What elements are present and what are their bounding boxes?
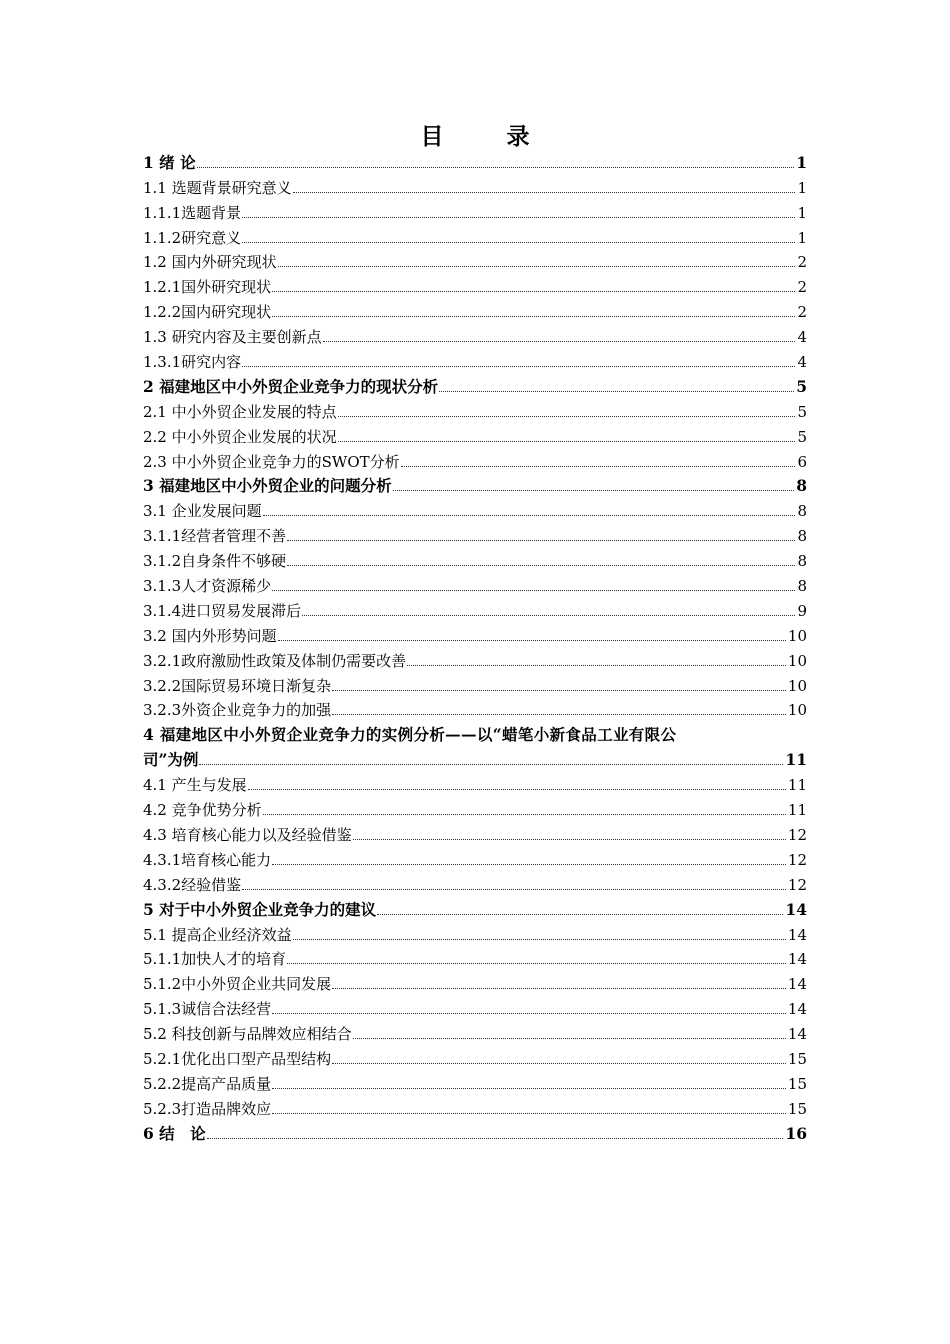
toc-entry[interactable]: [143, 845, 807, 870]
toc-entry-page: 9: [797, 601, 807, 620]
toc-entry[interactable]: [143, 347, 807, 372]
dot-leader: [293, 192, 796, 193]
toc-entry[interactable]: [143, 820, 807, 845]
toc-entry-label: 3.1.4进口贸易发展滞后: [143, 601, 302, 620]
dot-leader: [272, 291, 795, 292]
toc-entry[interactable]: [143, 447, 807, 472]
toc-entry-page: 16: [785, 1123, 807, 1143]
dot-leader: [272, 590, 795, 591]
toc-entry-page: 1: [797, 178, 807, 197]
toc-entry-page: 4: [797, 328, 807, 347]
dot-leader: [207, 1138, 784, 1139]
toc-entry-page: 12: [787, 825, 807, 844]
toc-entry-page: 15: [787, 1099, 807, 1118]
dot-leader: [332, 988, 786, 989]
toc-entry-label: 2.3 中小外贸企业竞争力的SWOT分析: [143, 452, 400, 471]
toc-entry-page: 6: [797, 452, 807, 471]
dot-leader: [323, 341, 796, 342]
toc-entry[interactable]: [143, 770, 807, 795]
dot-leader: [287, 963, 786, 964]
dot-leader: [248, 789, 786, 790]
toc-entry-page: 14: [787, 925, 807, 944]
dot-leader: [242, 217, 795, 218]
toc-entry[interactable]: [143, 397, 807, 422]
dot-leader: [332, 690, 786, 691]
toc-entry-label: 6 结 论: [143, 1123, 206, 1143]
dot-leader: [242, 366, 795, 367]
toc-entry-label: 5.1 提高企业经济效益: [143, 925, 292, 944]
dot-leader: [272, 1013, 786, 1014]
dot-leader: [287, 565, 795, 566]
toc-entry[interactable]: [143, 795, 807, 820]
toc-entry[interactable]: [143, 596, 807, 621]
dot-leader: [353, 1038, 786, 1039]
toc-entry-page: 12: [787, 875, 807, 894]
toc-entry-label: 3.2.1政府激励性政策及体制仍需要改善: [143, 651, 407, 670]
toc-entry-label: 1.3 研究内容及主要创新点: [143, 328, 322, 347]
toc-entry[interactable]: [143, 173, 807, 198]
toc-entry-page: 1: [796, 152, 807, 172]
dot-leader: [407, 665, 786, 666]
toc-entry[interactable]: [143, 1044, 807, 1069]
dot-leader: [199, 764, 783, 765]
dot-leader: [393, 490, 795, 491]
toc-entry-page: 12: [787, 850, 807, 869]
toc-entry-page: 10: [787, 701, 807, 720]
toc-entry[interactable]: [143, 870, 807, 895]
dot-leader: [242, 242, 795, 243]
dot-leader: [263, 515, 796, 516]
toc-entry-label: 4.2 竞争优势分析: [143, 801, 262, 820]
toc-entry-page: 10: [787, 626, 807, 645]
toc-entry-label: 1.1.2研究意义: [143, 228, 242, 247]
toc-entry-page: 8: [797, 527, 807, 546]
toc-entry-label: 1.2 国内外研究现状: [143, 253, 277, 272]
toc-entry[interactable]: [143, 322, 807, 347]
toc-entry-page: 8: [797, 577, 807, 596]
toc-entry-label: 4.3.1培育核心能力: [143, 850, 272, 869]
dot-leader: [272, 1113, 786, 1114]
toc-entry-page: 14: [787, 975, 807, 994]
toc-entry-label: 3.1.1经营者管理不善: [143, 527, 287, 546]
toc-entry-page: 11: [787, 776, 807, 795]
toc-entry-page: 10: [787, 651, 807, 670]
dot-leader: [332, 1063, 786, 1064]
toc-entry-page: 14: [787, 950, 807, 969]
toc-entry-label: 3.1 企业发展问题: [143, 502, 262, 521]
toc-entry-label: 3.1.2自身条件不够硬: [143, 552, 287, 571]
toc-entry[interactable]: [143, 1069, 807, 1094]
dot-leader: [439, 391, 794, 392]
toc-entry-label-continued: 司”为例: [143, 750, 199, 770]
dot-leader: [338, 441, 796, 442]
dot-leader: [263, 814, 786, 815]
toc-entry-label: 2.2 中小外贸企业发展的状况: [143, 427, 337, 446]
toc-entry[interactable]: [143, 223, 807, 248]
toc-entry[interactable]: [143, 372, 807, 397]
toc-entry[interactable]: [143, 696, 807, 721]
toc-entry[interactable]: [143, 621, 807, 646]
toc-entry-label: 1.1 选题背景研究意义: [143, 178, 292, 197]
dot-leader: [278, 640, 786, 641]
toc-entry-page: 5: [797, 402, 807, 421]
toc-entry-page: 8: [797, 552, 807, 571]
toc-entry-page: 11: [785, 750, 807, 770]
dot-leader: [272, 864, 786, 865]
toc-entry[interactable]: [143, 422, 807, 447]
toc-entry-label: 5.1.1加快人才的培育: [143, 950, 287, 969]
dot-leader: [353, 839, 786, 840]
toc-entry[interactable]: [143, 671, 807, 696]
toc-entry-page: 5: [797, 427, 807, 446]
toc-entry-page: 11: [787, 801, 807, 820]
toc-entry-label: 2.1 中小外贸企业发展的特点: [143, 402, 337, 421]
toc-entry[interactable]: [143, 272, 807, 297]
toc-entry-label: 4.1 产生与发展: [143, 776, 247, 795]
toc-entry-page: 1: [797, 203, 807, 222]
toc-entry-page: 14: [787, 1000, 807, 1019]
toc-entry-label: 1.2.2国内研究现状: [143, 303, 272, 322]
dot-leader: [293, 939, 786, 940]
toc-entry[interactable]: [143, 496, 807, 521]
toc-entry[interactable]: [143, 297, 807, 322]
dot-leader: [401, 466, 796, 467]
toc-entry-page: 5: [796, 376, 807, 396]
toc-entry-page: 15: [787, 1074, 807, 1093]
toc-entry-label: 1 绪 论: [143, 152, 196, 172]
dot-leader: [272, 1088, 786, 1089]
toc-entry-label: 3 福建地区中小外贸企业的问题分析: [143, 476, 392, 496]
toc-entry[interactable]: [143, 148, 807, 173]
toc-entry[interactable]: [143, 571, 807, 596]
toc-entry[interactable]: [143, 1019, 807, 1044]
toc-entry[interactable]: [143, 546, 807, 571]
toc-entry-page: 10: [787, 676, 807, 695]
toc-entry[interactable]: [143, 248, 807, 273]
toc-entry-label: 4.3 培育核心能力以及经验借鉴: [143, 825, 352, 844]
toc-entry[interactable]: [143, 1119, 807, 1144]
toc-entry[interactable]: [143, 945, 807, 970]
toc-entry[interactable]: [143, 472, 807, 497]
toc-entry-label: 5.2.2提高产品质量: [143, 1074, 272, 1093]
toc-entry[interactable]: [143, 969, 807, 994]
toc-entry-page: 8: [797, 502, 807, 521]
dot-leader: [278, 266, 796, 267]
toc-entry[interactable]: [143, 1094, 807, 1119]
toc-entry-label: 5.2 科技创新与品牌效应相结合: [143, 1025, 352, 1044]
dot-leader: [338, 416, 796, 417]
toc-entry-page: 4: [797, 353, 807, 372]
toc-entry-label: 5.1.3诚信合法经营: [143, 1000, 272, 1019]
toc-entry-label: 5.2.3打造品牌效应: [143, 1099, 272, 1118]
toc-entry-label: 2 福建地区中小外贸企业竞争力的现状分析: [143, 376, 439, 396]
toc-entry-label: 3.1.3人才资源稀少: [143, 577, 272, 596]
dot-leader: [287, 540, 795, 541]
toc-entry-page: 8: [796, 476, 807, 496]
dot-leader: [377, 914, 783, 915]
toc-entry-label: 5 对于中小外贸企业竞争力的建议: [143, 899, 377, 919]
toc-entry-page: 15: [787, 1049, 807, 1068]
toc-entry[interactable]: [143, 198, 807, 223]
toc-entry-label: 3.2.2国际贸易环境日渐复杂: [143, 676, 332, 695]
toc-entry-label: 5.2.1优化出口型产品型结构: [143, 1049, 332, 1068]
toc-entry-label: 4.3.2经验借鉴: [143, 875, 242, 894]
toc-entry[interactable]: [143, 521, 807, 546]
toc-title: 目 录: [420, 123, 550, 150]
toc-entry-page: 2: [797, 303, 807, 322]
toc-entry-label: 1.1.1选题背景: [143, 203, 242, 222]
toc-entry[interactable]: [143, 895, 807, 920]
toc-entry[interactable]: [143, 994, 807, 1019]
toc-entry[interactable]: [143, 720, 807, 770]
toc-entry-label: 4 福建地区中小外贸企业竞争力的实例分析——以“蜡笔小新食品工业有限公: [143, 725, 677, 745]
dot-leader: [302, 615, 795, 616]
table-of-contents: [143, 148, 807, 1144]
toc-entry-page: 14: [785, 899, 807, 919]
toc-entry-label: 3.2.3外资企业竞争力的加强: [143, 701, 332, 720]
toc-entry-label: 3.2 国内外形势问题: [143, 626, 277, 645]
toc-entry-label: 1.3.1研究内容: [143, 353, 242, 372]
toc-entry-page: 14: [787, 1025, 807, 1044]
dot-leader: [272, 316, 795, 317]
dot-leader: [332, 714, 786, 715]
toc-entry-page: 2: [797, 253, 807, 272]
toc-entry[interactable]: [143, 646, 807, 671]
toc-entry-label: 5.1.2中小外贸企业共同发展: [143, 975, 332, 994]
toc-entry-page: 1: [797, 228, 807, 247]
dot-leader: [242, 889, 786, 890]
toc-entry[interactable]: [143, 920, 807, 945]
toc-entry-label: 1.2.1国外研究现状: [143, 278, 272, 297]
dot-leader: [197, 167, 795, 168]
toc-entry-page: 2: [797, 278, 807, 297]
